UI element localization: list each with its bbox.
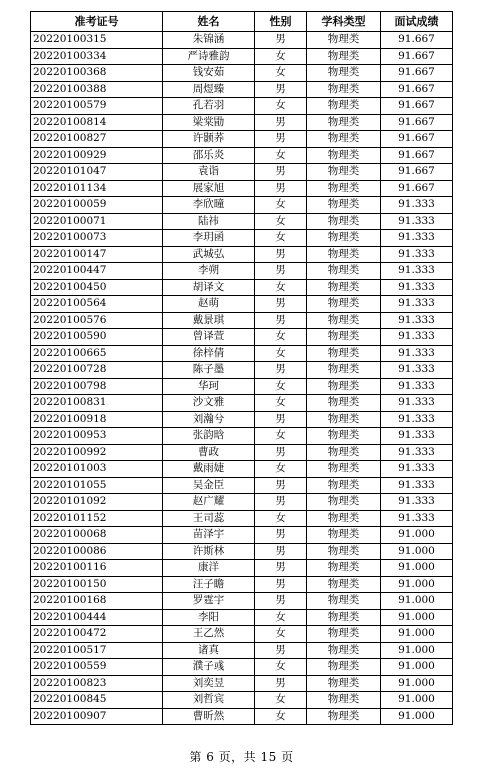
- score-cell: 91.000: [381, 576, 453, 593]
- subject-type-cell: 物理类: [307, 230, 381, 247]
- gender-cell: 女: [255, 378, 307, 395]
- score-cell: 91.333: [381, 296, 453, 313]
- table-row: [31, 527, 453, 544]
- name-cell: 康洋: [163, 560, 255, 577]
- header-name: 姓名: [163, 12, 255, 32]
- table-row: [31, 263, 453, 280]
- exam-id-cell: 20220100564: [31, 296, 163, 313]
- score-cell: 91.667: [381, 147, 453, 164]
- table-row: [31, 543, 453, 560]
- table-row: [31, 659, 453, 676]
- gender-cell: 男: [255, 411, 307, 428]
- exam-id-cell: 20220100929: [31, 147, 163, 164]
- table-row: [31, 48, 453, 65]
- score-cell: 91.667: [381, 65, 453, 82]
- name-cell: 戴雨婕: [163, 461, 255, 478]
- name-cell: 汪子瞻: [163, 576, 255, 593]
- subject-type-cell: 物理类: [307, 197, 381, 214]
- gender-cell: 女: [255, 213, 307, 230]
- gender-cell: 男: [255, 180, 307, 197]
- header-interview-score: 面试成绩: [381, 12, 453, 32]
- gender-cell: 女: [255, 510, 307, 527]
- subject-type-cell: 物理类: [307, 345, 381, 362]
- score-cell: 91.000: [381, 626, 453, 643]
- name-cell: 诸真: [163, 642, 255, 659]
- gender-cell: 男: [255, 114, 307, 131]
- table-row: [31, 180, 453, 197]
- score-cell: 91.000: [381, 609, 453, 626]
- name-cell: 孔若羽: [163, 98, 255, 115]
- subject-type-cell: 物理类: [307, 477, 381, 494]
- score-cell: 91.667: [381, 164, 453, 181]
- table-row: [31, 510, 453, 527]
- gender-cell: 女: [255, 197, 307, 214]
- subject-type-cell: 物理类: [307, 626, 381, 643]
- name-cell: 曾译萱: [163, 329, 255, 346]
- table-row: [31, 560, 453, 577]
- exam-id-cell: 20220100059: [31, 197, 163, 214]
- table-row: [31, 477, 453, 494]
- score-cell: 91.333: [381, 329, 453, 346]
- subject-type-cell: 物理类: [307, 543, 381, 560]
- exam-id-cell: 20220100450: [31, 279, 163, 296]
- gender-cell: 女: [255, 609, 307, 626]
- score-cell: 91.333: [381, 378, 453, 395]
- score-table-container: [30, 11, 453, 725]
- table-header-row: [31, 12, 453, 32]
- score-cell: 91.333: [381, 345, 453, 362]
- name-cell: 钱安茹: [163, 65, 255, 82]
- table-row: [31, 296, 453, 313]
- exam-id-cell: 20220100992: [31, 444, 163, 461]
- gender-cell: 女: [255, 65, 307, 82]
- name-cell: 刘瀚兮: [163, 411, 255, 428]
- table-row: [31, 114, 453, 131]
- gender-cell: 男: [255, 543, 307, 560]
- score-cell: 91.667: [381, 32, 453, 49]
- score-cell: 91.000: [381, 560, 453, 577]
- subject-type-cell: 物理类: [307, 576, 381, 593]
- subject-type-cell: 物理类: [307, 692, 381, 709]
- exam-id-cell: 20220100116: [31, 560, 163, 577]
- gender-cell: 男: [255, 246, 307, 263]
- subject-type-cell: 物理类: [307, 593, 381, 610]
- subject-type-cell: 物理类: [307, 263, 381, 280]
- score-cell: 91.333: [381, 312, 453, 329]
- table-row: [31, 65, 453, 82]
- exam-id-cell: 20220100368: [31, 65, 163, 82]
- score-cell: 91.333: [381, 395, 453, 412]
- table-row: [31, 279, 453, 296]
- exam-id-cell: 20220101003: [31, 461, 163, 478]
- gender-cell: 女: [255, 692, 307, 709]
- subject-type-cell: 物理类: [307, 642, 381, 659]
- gender-cell: 男: [255, 576, 307, 593]
- gender-cell: 女: [255, 230, 307, 247]
- table-row: [31, 626, 453, 643]
- name-cell: 刘奕昱: [163, 675, 255, 692]
- exam-id-cell: 20220100150: [31, 576, 163, 593]
- score-cell: 91.333: [381, 246, 453, 263]
- table-row: [31, 461, 453, 478]
- name-cell: 展家旭: [163, 180, 255, 197]
- table-row: [31, 411, 453, 428]
- exam-id-cell: 20220100447: [31, 263, 163, 280]
- subject-type-cell: 物理类: [307, 131, 381, 148]
- score-table: [30, 11, 453, 725]
- gender-cell: 男: [255, 131, 307, 148]
- exam-id-cell: 20220100071: [31, 213, 163, 230]
- exam-id-cell: 20220100823: [31, 675, 163, 692]
- name-cell: 濮子彧: [163, 659, 255, 676]
- gender-cell: 男: [255, 675, 307, 692]
- exam-id-cell: 20220101152: [31, 510, 163, 527]
- score-cell: 91.667: [381, 131, 453, 148]
- score-cell: 91.000: [381, 692, 453, 709]
- score-cell: 91.333: [381, 461, 453, 478]
- subject-type-cell: 物理类: [307, 461, 381, 478]
- score-cell: 91.000: [381, 675, 453, 692]
- name-cell: 华珂: [163, 378, 255, 395]
- gender-cell: 男: [255, 362, 307, 379]
- subject-type-cell: 物理类: [307, 510, 381, 527]
- table-row: [31, 609, 453, 626]
- page-number-footer: 第 6 页，共 15 页: [189, 750, 294, 764]
- table-row: [31, 147, 453, 164]
- name-cell: 赵广耀: [163, 494, 255, 511]
- table-row: [31, 131, 453, 148]
- exam-id-cell: 20220100798: [31, 378, 163, 395]
- score-cell: 91.667: [381, 114, 453, 131]
- score-cell: 91.333: [381, 510, 453, 527]
- name-cell: 陈子墨: [163, 362, 255, 379]
- gender-cell: 女: [255, 626, 307, 643]
- table-row: [31, 81, 453, 98]
- name-cell: 许斯林: [163, 543, 255, 560]
- gender-cell: 男: [255, 642, 307, 659]
- subject-type-cell: 物理类: [307, 65, 381, 82]
- exam-id-cell: 20220100953: [31, 428, 163, 445]
- gender-cell: 女: [255, 708, 307, 725]
- score-cell: 91.667: [381, 81, 453, 98]
- table-row: [31, 329, 453, 346]
- exam-id-cell: 20220100814: [31, 114, 163, 131]
- exam-id-cell: 20220100728: [31, 362, 163, 379]
- gender-cell: 男: [255, 164, 307, 181]
- subject-type-cell: 物理类: [307, 411, 381, 428]
- header-subject-type: 学科类型: [307, 12, 381, 32]
- exam-id-cell: 20220101055: [31, 477, 163, 494]
- score-cell: 91.333: [381, 494, 453, 511]
- name-cell: 李欣曈: [163, 197, 255, 214]
- subject-type-cell: 物理类: [307, 362, 381, 379]
- subject-type-cell: 物理类: [307, 246, 381, 263]
- name-cell: 吴金臣: [163, 477, 255, 494]
- subject-type-cell: 物理类: [307, 180, 381, 197]
- table-row: [31, 593, 453, 610]
- score-cell: 91.333: [381, 428, 453, 445]
- table-row: [31, 444, 453, 461]
- exam-id-cell: 20220101047: [31, 164, 163, 181]
- gender-cell: 女: [255, 48, 307, 65]
- table-row: [31, 164, 453, 181]
- subject-type-cell: 物理类: [307, 428, 381, 445]
- subject-type-cell: 物理类: [307, 213, 381, 230]
- subject-type-cell: 物理类: [307, 329, 381, 346]
- exam-id-cell: 20220100334: [31, 48, 163, 65]
- score-cell: 91.000: [381, 543, 453, 560]
- name-cell: 曹政: [163, 444, 255, 461]
- gender-cell: 女: [255, 279, 307, 296]
- gender-cell: 男: [255, 81, 307, 98]
- name-cell: 张韵晗: [163, 428, 255, 445]
- score-cell: 91.333: [381, 362, 453, 379]
- gender-cell: 女: [255, 98, 307, 115]
- subject-type-cell: 物理类: [307, 659, 381, 676]
- subject-type-cell: 物理类: [307, 147, 381, 164]
- table-row: [31, 362, 453, 379]
- gender-cell: 男: [255, 32, 307, 49]
- score-cell: 91.333: [381, 411, 453, 428]
- table-row: [31, 708, 453, 725]
- table-row: [31, 675, 453, 692]
- name-cell: 袁诣: [163, 164, 255, 181]
- gender-cell: 女: [255, 395, 307, 412]
- score-cell: 91.333: [381, 477, 453, 494]
- subject-type-cell: 物理类: [307, 560, 381, 577]
- exam-id-cell: 20220100517: [31, 642, 163, 659]
- name-cell: 苗泽宇: [163, 527, 255, 544]
- subject-type-cell: 物理类: [307, 708, 381, 725]
- gender-cell: 女: [255, 147, 307, 164]
- score-cell: 91.667: [381, 180, 453, 197]
- table-row: [31, 345, 453, 362]
- table-row: [31, 197, 453, 214]
- exam-id-cell: 20220100559: [31, 659, 163, 676]
- exam-id-cell: 20220100845: [31, 692, 163, 709]
- subject-type-cell: 物理类: [307, 609, 381, 626]
- exam-id-cell: 20220100907: [31, 708, 163, 725]
- subject-type-cell: 物理类: [307, 114, 381, 131]
- name-cell: 赵萌: [163, 296, 255, 313]
- exam-id-cell: 20220101092: [31, 494, 163, 511]
- exam-id-cell: 20220100168: [31, 593, 163, 610]
- exam-id-cell: 20220100918: [31, 411, 163, 428]
- name-cell: 陆祎: [163, 213, 255, 230]
- exam-id-cell: 20220100579: [31, 98, 163, 115]
- subject-type-cell: 物理类: [307, 48, 381, 65]
- score-cell: 91.667: [381, 48, 453, 65]
- exam-id-cell: 20220100086: [31, 543, 163, 560]
- name-cell: 朱锦涵: [163, 32, 255, 49]
- subject-type-cell: 物理类: [307, 395, 381, 412]
- subject-type-cell: 物理类: [307, 81, 381, 98]
- name-cell: 刘哲宾: [163, 692, 255, 709]
- gender-cell: 男: [255, 494, 307, 511]
- table-row: [31, 246, 453, 263]
- exam-id-cell: 20220100590: [31, 329, 163, 346]
- table-row: [31, 213, 453, 230]
- gender-cell: 男: [255, 444, 307, 461]
- subject-type-cell: 物理类: [307, 32, 381, 49]
- subject-type-cell: 物理类: [307, 494, 381, 511]
- score-cell: 91.333: [381, 230, 453, 247]
- name-cell: 许颢荞: [163, 131, 255, 148]
- score-cell: 91.667: [381, 98, 453, 115]
- score-cell: 91.333: [381, 279, 453, 296]
- name-cell: 胡译文: [163, 279, 255, 296]
- gender-cell: 女: [255, 345, 307, 362]
- header-gender: 性别: [255, 12, 307, 32]
- gender-cell: 女: [255, 329, 307, 346]
- gender-cell: 男: [255, 263, 307, 280]
- table-row: [31, 395, 453, 412]
- exam-id-cell: 20220101134: [31, 180, 163, 197]
- table-row: [31, 378, 453, 395]
- subject-type-cell: 物理类: [307, 675, 381, 692]
- score-cell: 91.000: [381, 659, 453, 676]
- name-cell: 李玥函: [163, 230, 255, 247]
- score-cell: 91.000: [381, 642, 453, 659]
- table-row: [31, 230, 453, 247]
- name-cell: 王司蕊: [163, 510, 255, 527]
- name-cell: 严诗雅韵: [163, 48, 255, 65]
- exam-id-cell: 20220100827: [31, 131, 163, 148]
- gender-cell: 男: [255, 296, 307, 313]
- subject-type-cell: 物理类: [307, 164, 381, 181]
- subject-type-cell: 物理类: [307, 312, 381, 329]
- name-cell: 周煜臻: [163, 81, 255, 98]
- gender-cell: 男: [255, 593, 307, 610]
- gender-cell: 男: [255, 312, 307, 329]
- header-exam-id: 准考证号: [31, 12, 163, 32]
- subject-type-cell: 物理类: [307, 444, 381, 461]
- exam-id-cell: 20220100147: [31, 246, 163, 263]
- table-row: [31, 312, 453, 329]
- name-cell: 梁棠勖: [163, 114, 255, 131]
- name-cell: 王乙然: [163, 626, 255, 643]
- name-cell: 李阳: [163, 609, 255, 626]
- score-cell: 91.000: [381, 527, 453, 544]
- exam-id-cell: 20220100068: [31, 527, 163, 544]
- subject-type-cell: 物理类: [307, 527, 381, 544]
- score-cell: 91.000: [381, 708, 453, 725]
- name-cell: 徐梓倩: [163, 345, 255, 362]
- subject-type-cell: 物理类: [307, 98, 381, 115]
- table-row: [31, 494, 453, 511]
- score-cell: 91.333: [381, 213, 453, 230]
- table-row: [31, 576, 453, 593]
- exam-id-cell: 20220100315: [31, 32, 163, 49]
- table-row: [31, 32, 453, 49]
- subject-type-cell: 物理类: [307, 378, 381, 395]
- name-cell: 戴景琪: [163, 312, 255, 329]
- table-row: [31, 98, 453, 115]
- name-cell: 邵乐炎: [163, 147, 255, 164]
- gender-cell: 男: [255, 477, 307, 494]
- table-row: [31, 642, 453, 659]
- table-body: [31, 32, 453, 725]
- exam-id-cell: 20220100388: [31, 81, 163, 98]
- name-cell: 沙文雅: [163, 395, 255, 412]
- subject-type-cell: 物理类: [307, 279, 381, 296]
- gender-cell: 女: [255, 659, 307, 676]
- score-cell: 91.333: [381, 263, 453, 280]
- score-cell: 91.000: [381, 593, 453, 610]
- exam-id-cell: 20220100665: [31, 345, 163, 362]
- score-cell: 91.333: [381, 197, 453, 214]
- gender-cell: 男: [255, 527, 307, 544]
- gender-cell: 女: [255, 428, 307, 445]
- name-cell: 李朔: [163, 263, 255, 280]
- exam-id-cell: 20220100444: [31, 609, 163, 626]
- subject-type-cell: 物理类: [307, 296, 381, 313]
- score-cell: 91.333: [381, 444, 453, 461]
- name-cell: 罗霆宇: [163, 593, 255, 610]
- table-row: [31, 692, 453, 709]
- exam-id-cell: 20220100576: [31, 312, 163, 329]
- exam-id-cell: 20220100472: [31, 626, 163, 643]
- name-cell: 武城弘: [163, 246, 255, 263]
- exam-id-cell: 20220100831: [31, 395, 163, 412]
- table-row: [31, 428, 453, 445]
- exam-id-cell: 20220100073: [31, 230, 163, 247]
- name-cell: 曹昕然: [163, 708, 255, 725]
- gender-cell: 男: [255, 560, 307, 577]
- gender-cell: 女: [255, 461, 307, 478]
